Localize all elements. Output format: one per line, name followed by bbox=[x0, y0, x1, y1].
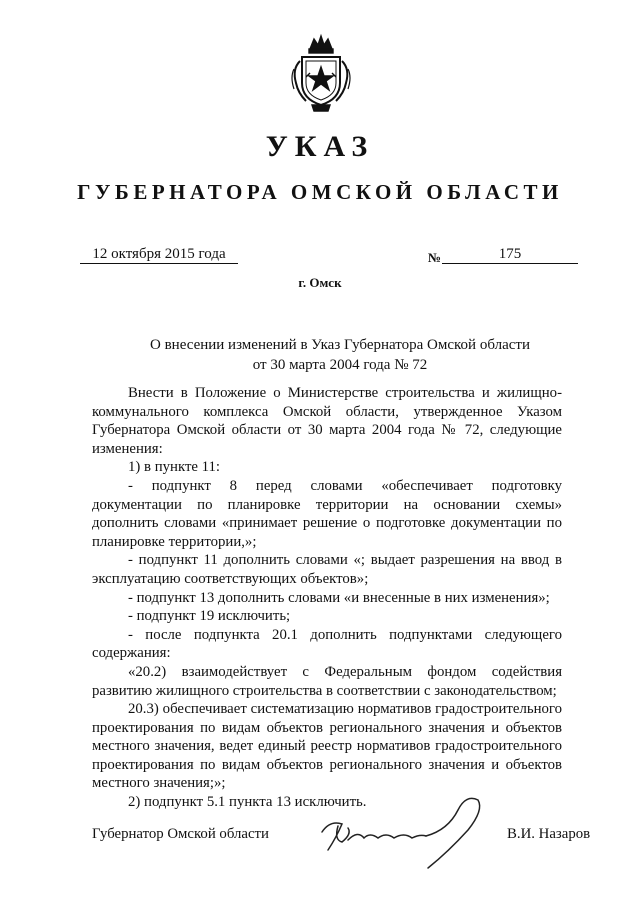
paragraph-1-line-1: Внести в Положение о Министерстве строительства и жилищно- bbox=[128, 385, 562, 401]
document-date: 12 октября 2015 года bbox=[80, 245, 238, 264]
paragraph-4: - подпункт 11 дополнить словами «; выдает разрешения на ввод в эксплуатацию соответствующих объектов»; bbox=[92, 552, 562, 587]
document-subject bbox=[0, 335, 640, 375]
document-city: г. Омск bbox=[298, 275, 342, 290]
subject-line-1: О внесении изменений в Указ Губернатора Омской области bbox=[150, 337, 530, 353]
document-number: 175 bbox=[442, 245, 578, 264]
signatory-position: Губернатор Омской области bbox=[92, 826, 269, 842]
document-body bbox=[92, 384, 562, 812]
document-subtitle: ГУБЕРНАТОРА ОМСКОЙ ОБЛАСТИ bbox=[77, 180, 563, 204]
signatory-name: В.И. Назаров bbox=[507, 826, 591, 842]
paragraph-8: «20.2) взаимодействует с Федеральным фондом содействия развитию жилищного строительства в соответствии с законодательством; bbox=[92, 663, 562, 699]
document-title: УКАЗ bbox=[265, 130, 375, 163]
paragraph-9: 20.3) обеспечивает систематизацию нормативов градостроительного проектирования по видам объектов регионального значения и объектов местного значения, ведет единый реестр нормативов градостроительного проектирования по видам объектов регионального значения и объектов местного значения;»; bbox=[92, 701, 562, 792]
paragraph-1-line-4: изменения: bbox=[92, 440, 163, 457]
paragraph-3: - подпункт 8 перед словами «обеспечивает подготовку документации по планировке территории на основании схемы» дополнить словами «принимает решение о подготовке документации по планировке территории,»; bbox=[92, 477, 562, 550]
paragraph-1-line-2: коммунального комплекса Омской области, утвержденное Указом bbox=[92, 403, 562, 420]
paragraph-1-line-3: Губернатора Омской области от 30 марта 2004 года № 72, следующие bbox=[92, 422, 562, 439]
number-label: № bbox=[428, 250, 442, 265]
subject-line-2: от 30 марта 2004 года № 72 bbox=[252, 357, 428, 373]
handwritten-signature bbox=[308, 790, 498, 870]
paragraph-2: 1) в пункте 11: bbox=[128, 459, 221, 476]
paragraph-10: 2) подпункт 5.1 пункта 13 исключить. bbox=[128, 794, 367, 811]
paragraph-7: - после подпункта 20.1 дополнить подпунктами следующего содержания: bbox=[92, 626, 562, 662]
paragraph-5: - подпункт 13 дополнить словами «и внесенные в них изменения»; bbox=[128, 589, 550, 606]
paragraph-6: - подпункт 19 исключить; bbox=[128, 608, 291, 625]
coat-of-arms-emblem bbox=[288, 33, 354, 113]
